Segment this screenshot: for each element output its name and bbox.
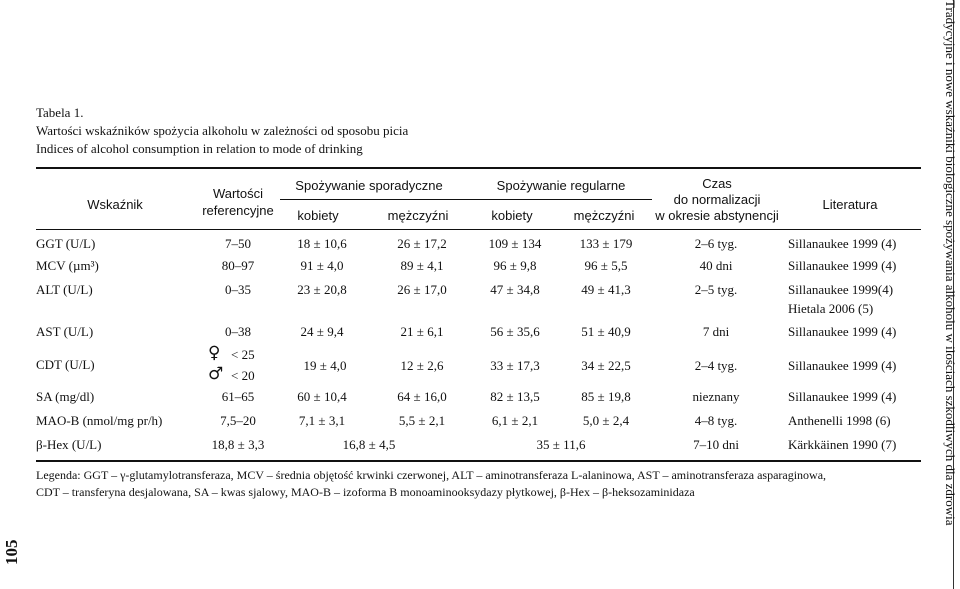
header-indicator: Wskaźnik — [87, 197, 143, 212]
indicator-name: ALT (U/L) — [36, 282, 93, 297]
normalization-time: 7 dni — [702, 324, 730, 339]
normalization-time: 40 dni — [699, 258, 733, 273]
header-sporadic: Spożywanie sporadyczne — [295, 178, 443, 193]
indicator-name: β-Hex (U/L) — [36, 437, 102, 452]
header-sub-rule — [280, 199, 652, 200]
header-literature: Literatura — [822, 197, 878, 212]
table-top-rule — [36, 167, 921, 169]
regular-women-value: 82 ± 13,5 — [490, 389, 540, 404]
regular-men-value: 34 ± 22,5 — [581, 358, 631, 373]
legend-line-1: Legenda: GGT – γ-glutamylotransferaza, MCV – średnia objętość krwinki czerwonej, ALT – aminotransferaza L-alaninowa, AST – aminotransferaza asparaginowa, — [36, 468, 827, 482]
header-time-l2: do normalizacji — [673, 192, 761, 207]
header-regular-women: kobiety — [491, 208, 533, 223]
normalization-time: 7–10 dni — [693, 437, 739, 452]
indicator-name: MAO-B (nmol/mg pr/h) — [36, 413, 163, 428]
regular-men-value: 85 ± 19,8 — [581, 389, 631, 404]
sporadic-women-value: 7,1 ± 3,1 — [298, 413, 346, 428]
regular-women-value: 109 ± 134 — [488, 236, 542, 251]
table-bottom-rule — [36, 460, 921, 462]
literature-ref: Anthenelli 1998 (6) — [788, 413, 891, 428]
regular-women-value: 96 ± 9,8 — [493, 258, 537, 273]
sporadic-men-value: 89 ± 4,1 — [400, 258, 444, 273]
regular-women-value: 6,1 ± 2,1 — [491, 413, 539, 428]
sporadic-women-value: 23 ± 20,8 — [297, 282, 347, 297]
sporadic-women-value: 19 ± 4,0 — [303, 358, 347, 373]
regular-men-value: 133 ± 179 — [579, 236, 633, 251]
sporadic-men-value: 12 ± 2,6 — [400, 358, 444, 373]
indicator-name: MCV (µm³) — [36, 258, 99, 273]
table-title-pl: Wartości wskaźników spożycia alkoholu w zależności od sposobu picia — [36, 123, 409, 138]
reference-value: 18,8 ± 3,3 — [211, 437, 265, 452]
sporadic-women-value: 60 ± 10,4 — [297, 389, 347, 404]
sporadic-women-value: 18 ± 10,6 — [297, 236, 347, 251]
header-regular-men: mężczyźni — [573, 208, 635, 223]
table-title-en: Indices of alcohol consumption in relation to mode of drinking — [36, 141, 363, 156]
regular-men-value: 96 ± 5,5 — [584, 258, 628, 273]
literature-ref: Sillanaukee 1999 (4) — [788, 236, 897, 251]
sporadic-men-value: 26 ± 17,0 — [397, 282, 447, 297]
reference-value: 61–65 — [221, 389, 255, 404]
sporadic-men-value: 26 ± 17,2 — [397, 236, 447, 251]
normalization-time: 2–5 tyg. — [694, 282, 738, 297]
reference-value: 0–38 — [225, 324, 251, 339]
reference-value-female: < 25 — [231, 347, 255, 362]
reference-value-male: < 20 — [231, 368, 255, 383]
reference-value: 80–97 — [221, 258, 255, 273]
reference-value: 0–35 — [225, 282, 251, 297]
female-symbol-icon: ♀ — [208, 343, 221, 363]
indicator-name: AST (U/L) — [36, 324, 94, 339]
indicator-name: GGT (U/L) — [36, 236, 96, 251]
regular-men-value: 5,0 ± 2,4 — [582, 413, 630, 428]
reference-value: 7,5–20 — [220, 413, 256, 428]
regular-value: 35 ± 11,6 — [536, 437, 586, 452]
regular-women-value: 33 ± 17,3 — [490, 358, 540, 373]
running-head: Tradycyjne i nowe wskaźniki biologiczne spożywania alkoholu w ilościach szkodliwych dla zdrowia — [943, 0, 958, 526]
normalization-time: 2–6 tyg. — [694, 236, 738, 251]
page-number: 105 — [2, 539, 21, 565]
literature-ref: Sillanaukee 1999 (4) — [788, 358, 897, 373]
normalization-time: 4–8 tyg. — [694, 413, 738, 428]
literature-ref: Kärkkäinen 1990 (7) — [788, 437, 897, 452]
literature-ref-2: Hietala 2006 (5) — [788, 301, 874, 316]
header-time-l3: w okresie abstynencji — [655, 208, 779, 223]
sporadic-men-value: 21 ± 6,1 — [400, 324, 444, 339]
male-symbol-icon: ♂ — [208, 364, 224, 384]
header-reference-l2: referencyjne — [202, 203, 274, 218]
header-time-l1: Czas — [702, 176, 732, 191]
regular-women-value: 47 ± 34,8 — [490, 282, 540, 297]
indicator-name: CDT (U/L) — [36, 357, 95, 372]
sporadic-women-value: 91 ± 4,0 — [300, 258, 344, 273]
reference-value: 7–50 — [225, 236, 251, 251]
header-bottom-rule — [36, 229, 921, 230]
header-sporadic-men: mężczyźni — [387, 208, 449, 223]
literature-ref: Sillanaukee 1999 (4) — [788, 324, 897, 339]
literature-ref: Sillanaukee 1999(4) — [788, 282, 894, 297]
sporadic-men-value: 64 ± 16,0 — [397, 389, 447, 404]
sporadic-women-value: 24 ± 9,4 — [300, 324, 344, 339]
sporadic-men-value: 5,5 ± 2,1 — [398, 413, 446, 428]
legend-line-2: CDT – transferyna desjalowana, SA – kwas sjalowy, MAO-B – izoforma B monoaminooksydazy płytkowej, β-Hex – β-heksozaminidaza — [36, 485, 695, 499]
header-regular: Spożywanie regularne — [496, 178, 626, 193]
regular-women-value: 56 ± 35,6 — [490, 324, 540, 339]
literature-ref: Sillanaukee 1999 (4) — [788, 389, 897, 404]
regular-men-value: 49 ± 41,3 — [581, 282, 631, 297]
sporadic-value: 16,8 ± 4,5 — [342, 437, 396, 452]
normalization-time: nieznany — [692, 389, 740, 404]
header-reference-l1: Wartości — [212, 186, 264, 201]
table-label: Tabela 1. — [36, 105, 84, 120]
literature-ref: Sillanaukee 1999 (4) — [788, 258, 897, 273]
indicator-name: SA (mg/dl) — [36, 389, 95, 404]
normalization-time: 2–4 tyg. — [694, 358, 738, 373]
header-sporadic-women: kobiety — [297, 208, 339, 223]
regular-men-value: 51 ± 40,9 — [581, 324, 631, 339]
